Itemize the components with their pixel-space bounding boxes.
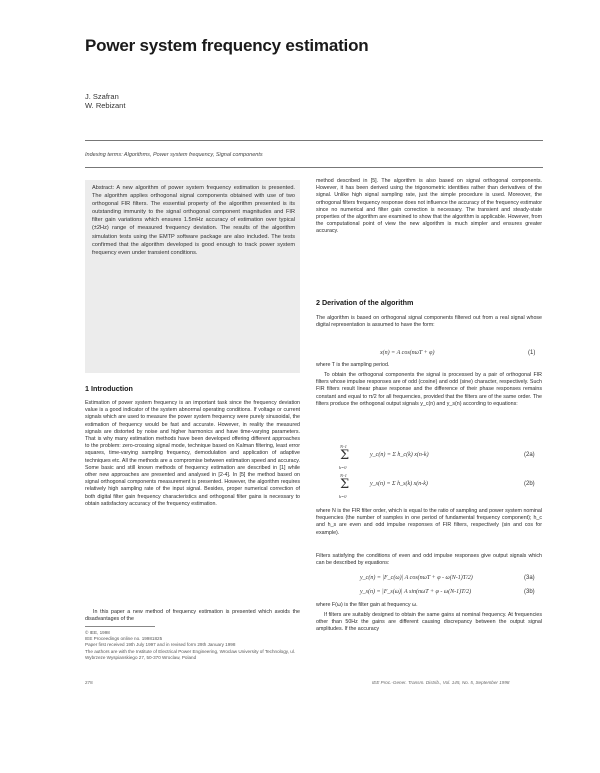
section-1-body-2: In this paper a new method of frequency estimation is presented which avoids the disadvantages of the: [85, 609, 300, 623]
after-equation-3: where F(ω) is the filter gain at frequency ω.: [316, 602, 418, 608]
author-1: J. Szafran: [85, 92, 119, 101]
divider-top: [85, 140, 543, 141]
section-2-para-3: Filters satisfying the conditions of even and odd impulse responses give output signals which can be described by equations:: [316, 553, 542, 567]
paper-title: Power system frequency estimation: [85, 36, 369, 55]
copyright: © IEE, 1998: [85, 630, 110, 635]
sum-lower-limit-2: k=0: [339, 494, 347, 499]
right-col-continuation: method described in [5]. The algorithm is also based on signal orthogonal components. However, it has been derived using the trigonometric identities rather than derivatives of the signal. Unlike high signal sampling rate, just the simple procedure is used. Moreover, the orthogonal filters frequency response does not influence the accuracy of the frequency estimator since no numerical and filter gain correction is necessary. The transient and steady-state properties of the algorithm are examined to show that the algorithm is applicable. However, from the computational point of view the new algorithm is much simpler and ensures greater accuracy.: [316, 178, 542, 235]
affiliation: The authors are with the Institute of Electrical Power Engineering, Wroclaw University of Technology, ul. Wybrzeze Wyspianskiego 27, 50-370 Wroclaw, Poland: [85, 648, 296, 660]
footnotes: [85, 630, 300, 661]
equation-3a-number: (3a): [524, 575, 535, 581]
equation-2b: y_s(n) = Σ h_s(k) x(n-k): [370, 481, 428, 487]
equation-3a: y_c(n) = |F_c(ω)| A cos(nωT + φ - ω(N-1)T/2): [360, 575, 473, 581]
journal-footer: IEE Proc.-Gener. Transm. Distrib., Vol. 145, No. 5, September 1998: [372, 680, 510, 685]
footnote-rule: [85, 626, 155, 627]
section-2-para-4: If filters are suitably designed to obtain the same gains at nominal frequency. At frequencies other than 50Hz the gains are different causing discrepancy between the output signal amplitudes. If the accuracy: [316, 612, 542, 633]
author-2: W. Rebizant: [85, 101, 126, 110]
section-2-heading: 2 Derivation of the algorithm: [316, 298, 414, 307]
section-2-para-1: To obtain the orthogonal components the signal is processed by a pair of orthogonal FIR filters whose impulse responses are of odd (cosine) and odd (sine) character, respectively. Such FIR filters result linear phase response and the difference of their phase responses remains constant and equal to π/2 for all frequencies, provided that the filters are of the same order. The filters produce the orthogonal output signals y_c(n) and y_s(n) according to equations:: [316, 372, 542, 407]
equation-2b-number: (2b): [524, 481, 535, 487]
paper-received: Paper first received 19th July 1997 and in revised form 29th January 1998: [85, 642, 236, 648]
page-number: 278: [85, 680, 93, 685]
divider-index: [85, 167, 543, 168]
sum-upper-limit-1: N-1: [340, 444, 347, 449]
authors: [85, 92, 125, 110]
after-equation-1: where T is the sampling period.: [316, 362, 390, 368]
manuscript-id: IEE Proceedings online no. 19981825: [85, 636, 163, 642]
sigma-symbol-2: Σ: [340, 477, 350, 492]
equation-2a: y_c(n) = Σ h_c(k) x(n-k): [370, 452, 429, 458]
sigma-symbol-1: Σ: [340, 448, 350, 463]
section-1-body: Estimation of power system frequency is an important task since the frequency deviation value is a good indicator of the system abnormal operating conditions. If voltage or current signals which are used to measure the power system frequency were purely sinusoidal, the estimation of frequency would be fast and accurate. However, in reality the measured signals are distorted by noise and higher harmonics and have time-varying parameters. That is why many estimation methods have been developed offering different approaches to the problem: zero-crossing signal mode, technique based on Kalman filtering, least error squares, time-varying sampling frequency, demodulation and application of adaptive techniques etc. All the methods are a compromise between estimation speed and accuracy. Some basic and still known methods of frequency estimation are described in [1] while other new approaches are presented and analysed in [2-4]. In [5] the method based on signal orthogonal components measurement is presented. However, the algorithm requires relatively high sampling rate of the input signal. Besides, proper numerical correction of both digital filter gain frequency characteristics and orthogonal filter gains is necessary to obtain satisfactory accuracy of the frequency estimation.: [85, 400, 300, 507]
section-2-intro: The algorithm is based on orthogonal signal components filtered out from a real signal whose digital representation is assumed to have the form:: [316, 315, 542, 329]
equation-2a-number: (2a): [524, 452, 535, 458]
equation-1: x(n) = A cos(nωT + φ): [380, 350, 435, 356]
index-terms: Indexing terms: Algorithms, Power system frequency, Signal components: [85, 152, 263, 158]
abstract: Abstract: A new algorithm of power system frequency estimation is presented. The algorithm applies orthogonal signal components obtained with use of two orthogonal FIR filters. The essential property of the algorithm presented is its outstanding immunity to the signal orthogonal component magnitudes and FIR filter gain variations which ensures 1.5mHz accuracy of estimation over typical (±2Hz) range of measured frequency deviation. The results of the algorithm simulation tests using the EMTP software package are also included. The tests confirmed that the algorithm developed is good enough to track power system frequency even under transient conditions.: [92, 185, 295, 256]
equation-3b: y_s(n) = |F_s(ω)| A sin(nωT + φ - ω(N-1)T/2): [360, 589, 472, 595]
sum-lower-limit-1: k=0: [339, 465, 347, 470]
equation-1-number: (1): [528, 350, 536, 356]
section-2-para-2: where N is the FIR filter order, which is equal to the ratio of sampling and power system nominal frequencies (the number of samples in one period of fundamental frequency component); h_c and h_s are even and odd impulse responses of FIR filters, respectively (sin and cos for example).: [316, 508, 542, 536]
section-1-heading: 1 Introduction: [85, 384, 133, 393]
sum-upper-limit-2: N-1: [340, 473, 347, 478]
equation-3b-number: (3b): [524, 589, 535, 595]
